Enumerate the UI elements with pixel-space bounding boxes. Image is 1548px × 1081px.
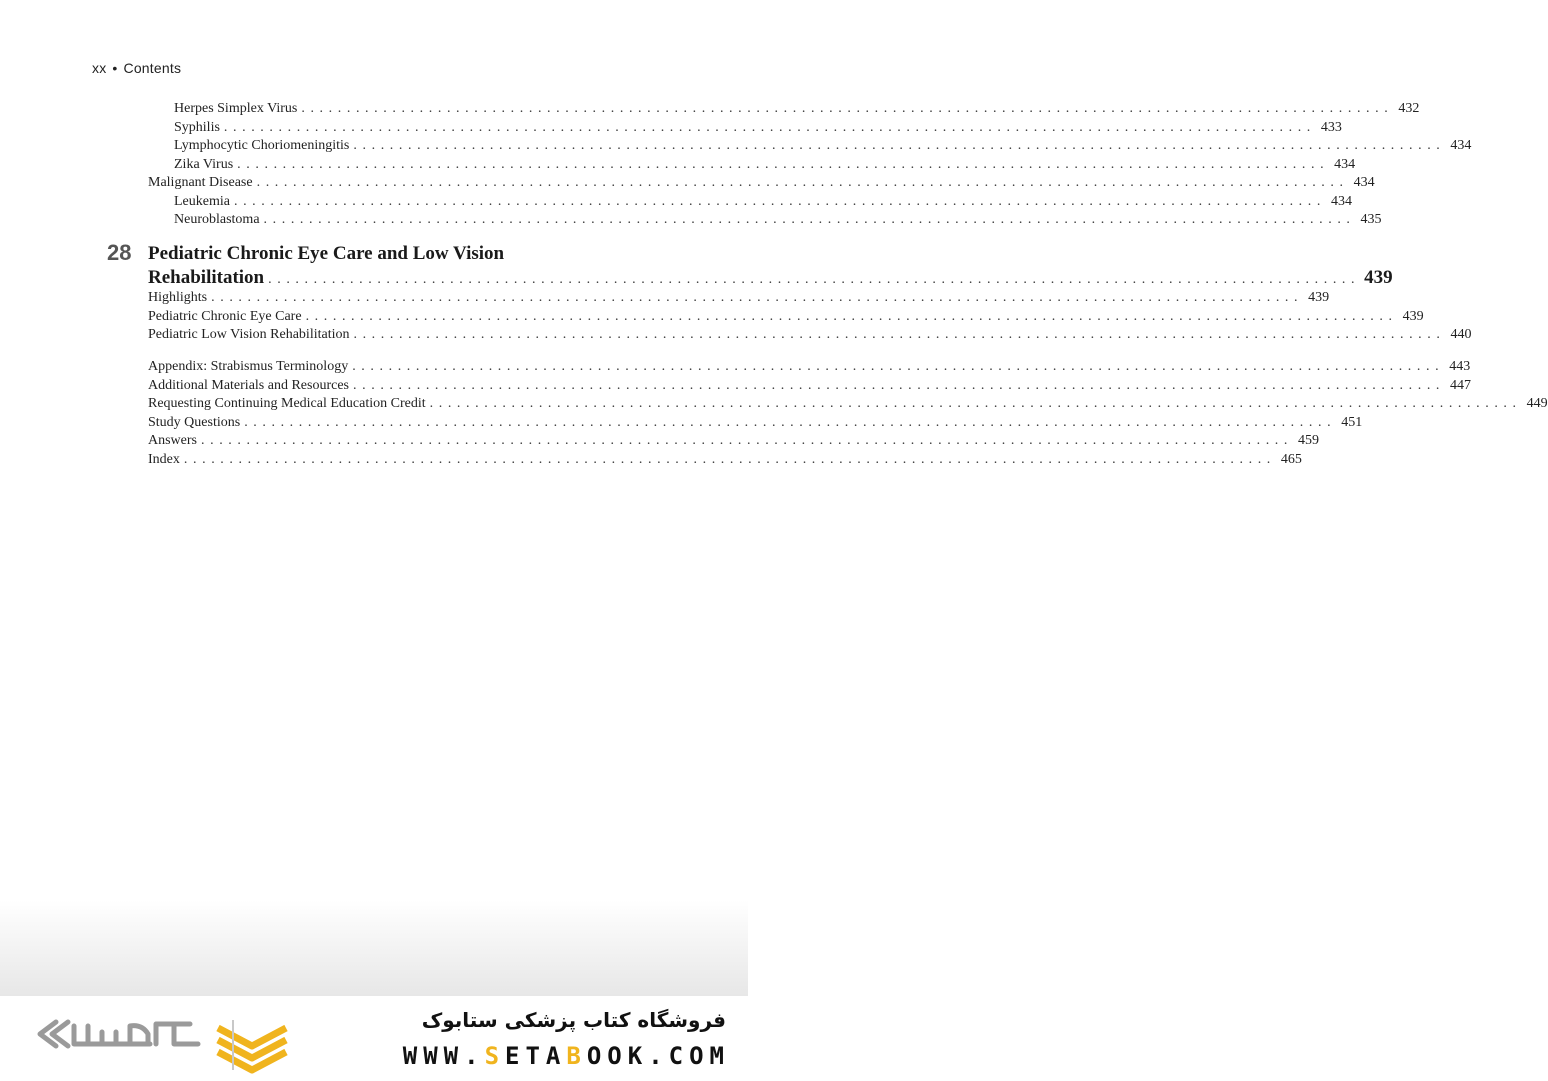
chapter-title-line-1[interactable]: Pediatric Chronic Eye Care and Low Vision: [148, 243, 505, 264]
dot-leader: ........................................................................................................................: [201, 433, 1293, 448]
toc-entry-page: 439: [1308, 290, 1330, 305]
toc-entry-title: Zika Virus: [174, 157, 234, 172]
toc-entry-page: 447: [1450, 378, 1472, 393]
toc-entry-page: 432: [1398, 101, 1420, 116]
toc-entry[interactable]: [148, 326, 1472, 344]
toc-entry-page: 440: [1450, 327, 1472, 342]
dot-leader: ........................................................................................................................: [183, 452, 1276, 467]
toc-entry[interactable]: [148, 358, 1471, 376]
toc-entry-title: Neuroblastoma: [174, 212, 260, 227]
logo-divider: [232, 1020, 234, 1070]
toc-entry[interactable]: [148, 432, 1319, 450]
toc-entry-title: Requesting Continuing Medical Education Credit: [148, 396, 426, 411]
toc-entry-page: 434: [1334, 157, 1356, 172]
toc-entry[interactable]: [148, 395, 1548, 413]
store-name: فروشگاه کتاب پزشکی ستابوک: [421, 1008, 726, 1032]
toc-entry-title: Study Questions: [148, 415, 241, 430]
chapter-title-row[interactable]: [148, 266, 1393, 290]
dot-leader: ........................................................................................................................: [353, 378, 1446, 393]
toc-entry-title: Pediatric Chronic Eye Care: [148, 309, 302, 324]
url-prefix: WWW.: [402, 1042, 485, 1070]
dot-leader: ........................................................................................................................: [237, 157, 1330, 172]
toc-entry-title: Highlights: [148, 290, 208, 305]
toc-entry[interactable]: [174, 100, 1420, 118]
dot-leader: ........................................................................................................................: [233, 194, 1326, 209]
url-middle: ETA: [505, 1042, 567, 1070]
chapter-page: 439: [1364, 267, 1393, 288]
header-bullet: •: [112, 60, 118, 76]
toc-entry-title: Syphilis: [174, 120, 220, 135]
dot-leader: ........................................................................................................................: [263, 212, 1356, 227]
toc-entry[interactable]: [174, 156, 1356, 174]
toc-entry[interactable]: [174, 211, 1382, 229]
section-label: Contents: [123, 60, 182, 76]
dot-leader: ........................................................................................................................: [352, 359, 1445, 374]
toc-entry-page: 434: [1353, 175, 1375, 190]
dot-leader: ........................................................................................................................: [223, 120, 1316, 135]
toc-entry-page: 433: [1320, 120, 1342, 135]
toc-entry[interactable]: [148, 414, 1363, 432]
dot-leader: ........................................................................................................................: [256, 175, 1349, 190]
toc-entry-page: 439: [1402, 309, 1424, 324]
toc-entry-title: Appendix: Strabismus Terminology: [148, 359, 349, 374]
toc-entry-title: Index: [148, 452, 180, 467]
toc-entry[interactable]: [174, 137, 1472, 155]
toc-entry-page: 434: [1450, 138, 1472, 153]
dot-leader: ........................................................................................................................: [353, 138, 1446, 153]
toc-entry[interactable]: [174, 119, 1342, 137]
toc-entry[interactable]: [148, 451, 1302, 469]
dot-leader: ........................................................................................................................: [301, 101, 1394, 116]
toc-entry[interactable]: [148, 174, 1375, 192]
dot-leader: ........................................................................................................................: [244, 415, 1337, 430]
toc-entry-title: Malignant Disease: [148, 175, 253, 190]
dot-leader: ........................................................................................................................: [305, 309, 1398, 324]
store-url[interactable]: [403, 1042, 730, 1070]
toc-entry-page: 451: [1341, 415, 1363, 430]
toc-entry-title: Herpes Simplex Virus: [174, 101, 298, 116]
store-banner: [0, 996, 748, 1080]
toc-entry-page: 434: [1330, 194, 1352, 209]
toc-entry-title: Lymphocytic Choriomeningitis: [174, 138, 350, 153]
toc-entry-title: Leukemia: [174, 194, 230, 209]
running-header: [92, 60, 181, 76]
toc-entry-title: Pediatric Low Vision Rehabilitation: [148, 327, 350, 342]
logo-graphic: [30, 1014, 300, 1076]
toc-entry-page: 435: [1360, 212, 1382, 227]
toc-entry-page: 465: [1280, 452, 1302, 467]
toc-entry[interactable]: [148, 308, 1424, 326]
page-label: xx: [92, 60, 107, 76]
url-highlight-s: S: [484, 1042, 506, 1070]
toc-entry[interactable]: [148, 377, 1472, 395]
dot-leader: ........................................................................................................................: [353, 327, 1446, 342]
toc-entry-title: Answers: [148, 433, 197, 448]
toc-entry-page: 449: [1526, 396, 1548, 411]
toc-entry-title: Additional Materials and Resources: [148, 378, 350, 393]
dot-leader: ........................................................................................................................: [211, 290, 1304, 305]
toc-entry-page: 459: [1298, 433, 1319, 448]
chapter-title-line-2: Rehabilitation: [148, 267, 265, 288]
toc-entry[interactable]: [174, 193, 1352, 211]
url-suffix: OOK.COM: [586, 1042, 730, 1070]
footer-shadow: [0, 900, 748, 1000]
toc-entry[interactable]: [148, 289, 1330, 307]
dot-leader: ........................................................................................................................: [429, 396, 1522, 411]
url-highlight-b: B: [566, 1042, 587, 1070]
store-logo[interactable]: [30, 1014, 300, 1076]
dot-leader: ........................................................................................................................: [268, 272, 1361, 287]
chapter-number: 28: [107, 240, 132, 265]
toc-entry-page: 443: [1449, 359, 1471, 374]
